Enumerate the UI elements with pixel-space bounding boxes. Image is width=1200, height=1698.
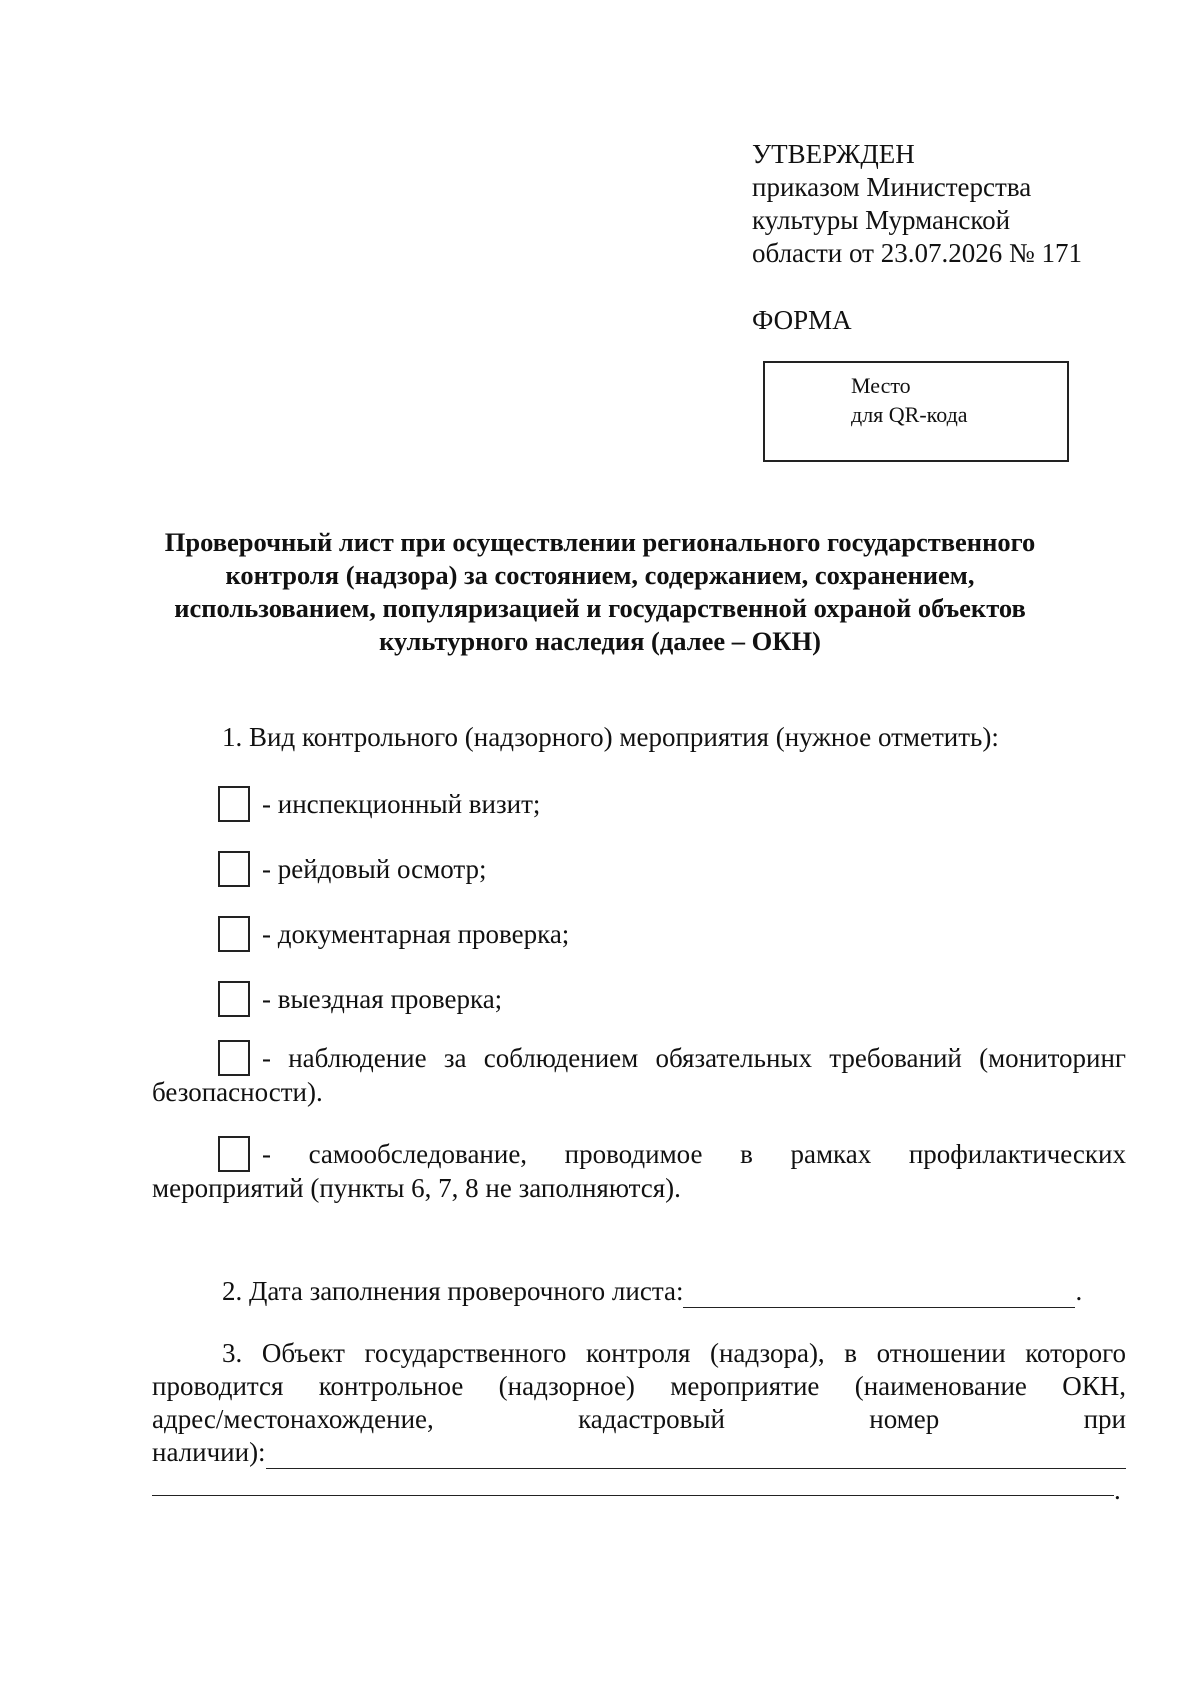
approval-title: УТВЕРЖДЕН bbox=[752, 139, 915, 169]
qr-box-line-2: для QR-кода bbox=[851, 402, 968, 427]
option-inspection-visit bbox=[218, 786, 540, 822]
section-3-line-4: наличии): bbox=[152, 1437, 266, 1467]
section-3-end: . bbox=[1114, 1475, 1121, 1505]
option-self-inspection-line-2: мероприятий (пункты 6, 7, 8 не заполняются). bbox=[152, 1173, 681, 1203]
option-document-check bbox=[218, 916, 569, 952]
checkbox-self-inspection[interactable] bbox=[218, 1136, 250, 1172]
title-line-2: контроля (надзора) за состоянием, содержанием, сохранением, bbox=[225, 560, 975, 590]
section-3-line-3: адрес/местонахождение, кадастровый номер при bbox=[152, 1404, 1126, 1434]
qr-box-line-1: Место bbox=[851, 373, 911, 398]
document-title bbox=[130, 526, 1070, 658]
option-label: - инспекционный визит; bbox=[262, 788, 541, 819]
section-3-line-2: проводится контрольное (надзорное) мероприятие (наименование ОКН, bbox=[152, 1371, 1126, 1401]
object-fill-line-2[interactable] bbox=[152, 1495, 1114, 1496]
checkbox-monitoring[interactable] bbox=[218, 1040, 250, 1076]
section-1-heading: 1. Вид контрольного (надзорного) мероприятия (нужное отметить): bbox=[222, 722, 999, 752]
option-field-check bbox=[218, 981, 502, 1017]
option-monitoring-line-2: безопасности). bbox=[152, 1077, 323, 1107]
title-line-4: культурного наследия (далее – ОКН) bbox=[379, 626, 821, 656]
option-label: - выездная проверка; bbox=[262, 983, 503, 1014]
section-2-label: 2. Дата заполнения проверочного листа: bbox=[222, 1276, 684, 1306]
title-line-3: использованием, популяризацией и государственной охраной объектов bbox=[174, 593, 1026, 623]
option-label: - рейдовый осмотр; bbox=[262, 853, 487, 884]
approval-line-1: приказом Министерства bbox=[752, 172, 1032, 202]
section-3-object bbox=[152, 1337, 1126, 1469]
option-self-inspection bbox=[152, 1136, 1126, 1205]
option-monitoring-line-1: - наблюдение за соблюдением обязательных требований (мониторинг bbox=[262, 1042, 1126, 1073]
option-monitoring bbox=[152, 1040, 1126, 1109]
section-3-line-1: 3. Объект государственного контроля (надзора), в отношении которого bbox=[222, 1338, 1126, 1368]
form-label: ФОРМА bbox=[752, 305, 852, 335]
approval-block bbox=[752, 138, 1082, 270]
title-line-1: Проверочный лист при осуществлении регионального государственного bbox=[164, 527, 1036, 557]
option-raid-inspection bbox=[218, 851, 487, 887]
date-fill-line[interactable] bbox=[683, 1279, 1075, 1308]
section-2-end: . bbox=[1075, 1276, 1083, 1306]
checkbox-field-check[interactable] bbox=[218, 981, 250, 1017]
section-2-date bbox=[222, 1275, 1082, 1308]
checkbox-document-check[interactable] bbox=[218, 916, 250, 952]
checkbox-raid-inspection[interactable] bbox=[218, 851, 250, 887]
checkbox-inspection-visit[interactable] bbox=[218, 786, 250, 822]
approval-line-2: культуры Мурманской bbox=[752, 205, 1011, 235]
qr-code-placeholder bbox=[763, 361, 1069, 462]
option-label: - документарная проверка; bbox=[262, 918, 570, 949]
object-fill-line-1[interactable] bbox=[266, 1440, 1126, 1469]
approval-line-3: области от 23.07.2026 № 171 bbox=[752, 238, 1082, 268]
option-self-inspection-line-1: - самообследование, проводимое в рамках профилактических bbox=[262, 1138, 1126, 1169]
